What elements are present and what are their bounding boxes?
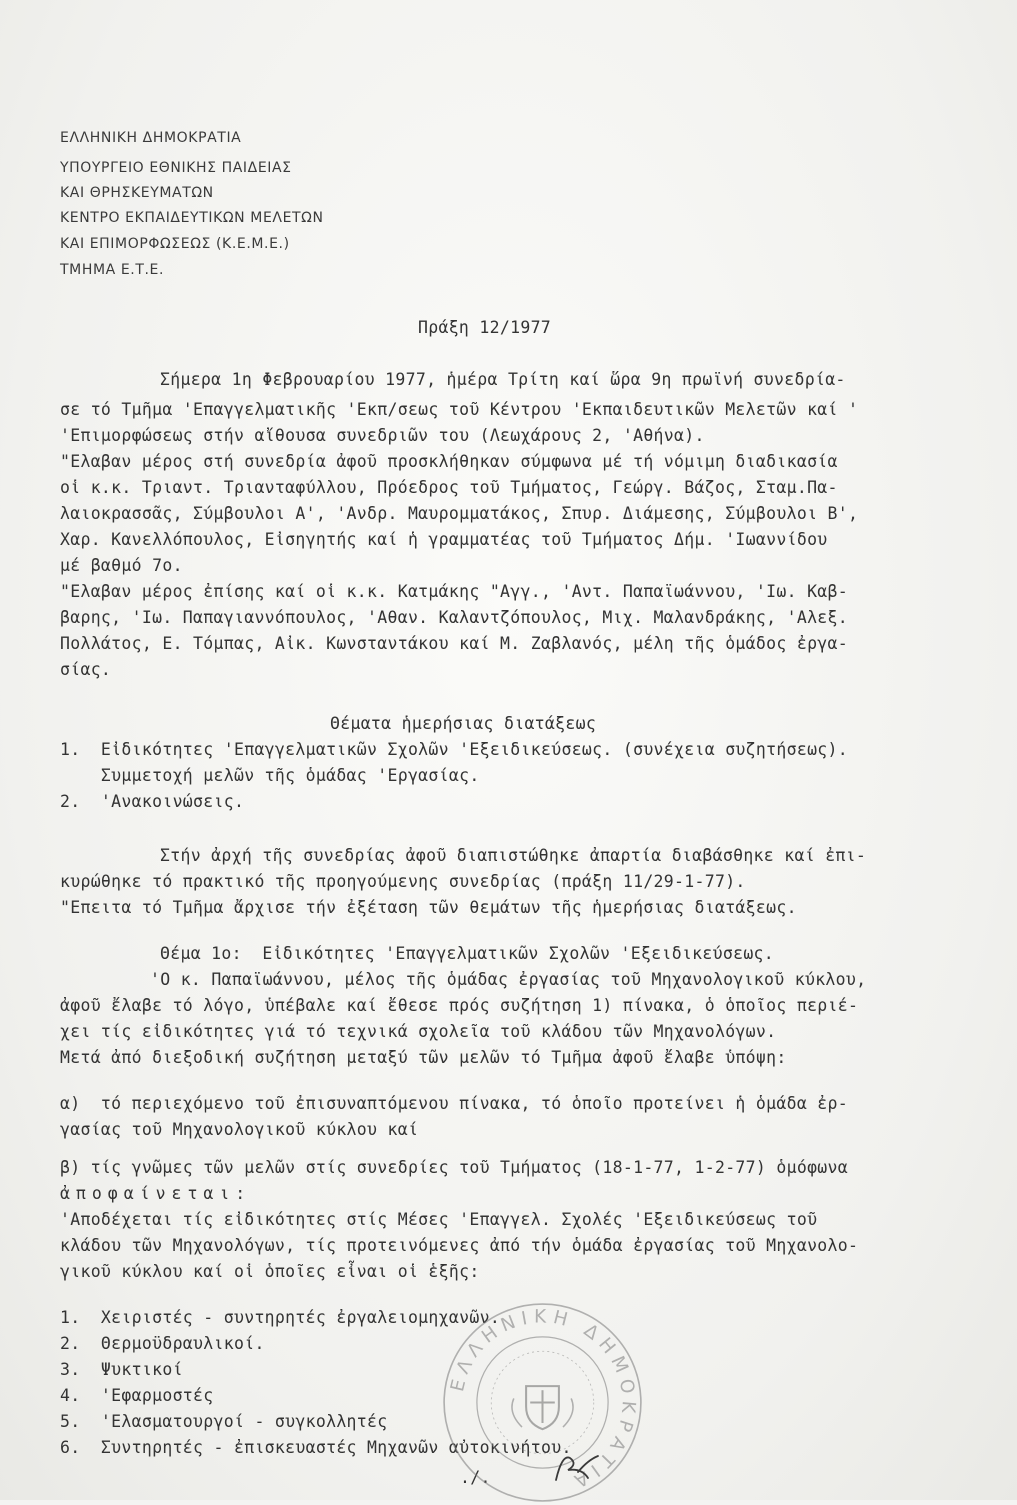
text-line: Μετά ἀπό διεξοδική συζήτηση μεταξύ τῶν μελῶν τό Τμῆμα ἀφοῦ ἔλαβε ὑπόψη: <box>60 1048 787 1067</box>
topic-heading: Θέμα 1ο: Εἰδικότητες 'Επαγγελματικῶν Σχολῶν 'Εξειδικεύσεως. <box>160 944 775 963</box>
header-line: ΕΛΛΗΝΙΚΗ ΔΗΜΟΚΡΑΤΙΑ <box>60 130 242 146</box>
header-line: ΤΜΗΜΑ Ε.Τ.Ε. <box>60 262 165 278</box>
text-line: γασίας τοῦ Μηχανολογικοῦ κύκλου καί <box>60 1120 419 1139</box>
text-line: ἀφοῦ ἔλαβε τό λόγο, ὑπέβαλε καί ἔθεσε πρός συζήτηση 1) πίνακα, ὁ ὁποῖος περιέ- <box>60 996 859 1015</box>
text-line: 'Αποδέχεται τίς εἰδικότητες στίς Μέσες 'Επαγγελ. Σχολές 'Εξειδικεύσεως τοῦ <box>60 1210 818 1229</box>
text-line: χει τίς εἰδικότητες γιά τό τεχνικά σχολεῖα τοῦ κλάδου τῶν Μηχανολόγων. <box>60 1022 777 1041</box>
text-line: γικοῦ κύκλου καί οἱ ὁποῖες εἶναι οἱ ἑξῆς: <box>60 1262 480 1281</box>
agenda-item: 2. 'Ανακοινώσεις. <box>60 792 245 811</box>
text-line: βαρης, 'Ιω. Παπαγιαννόπουλος, 'Αθαν. Καλαντζόπουλος, Μιχ. Μαλανδράκης, 'Αλεξ. <box>60 608 849 627</box>
seal-ring-text: ΕΛΛΗΝΙΚΗ ΔΗΜΟΚΡΑΤΙΑ <box>447 1306 639 1494</box>
text-line: κυρώθηκε τό πρακτικό τῆς προηγούμενης συνεδρίας (πράξη 11/29-1-77). <box>60 872 746 891</box>
specialty-item: 4. 'Εφαρμοστές <box>60 1386 214 1405</box>
agenda-heading: Θέματα ἡμερήσιας διατάξεως <box>330 714 597 733</box>
coat-of-arms-icon <box>512 1386 573 1429</box>
specialty-item: 3. Ψυκτικοί <box>60 1360 183 1379</box>
specialty-item: 1. Χειριστές - συντηρητές ἐργαλειομηχανῶν. <box>60 1308 501 1327</box>
header-line: ΚΕΝΤΡΟ ΕΚΠΑΙΔΕΥΤΙΚΩΝ ΜΕΛΕΤΩΝ <box>60 210 324 226</box>
official-seal <box>440 1300 645 1505</box>
text-line: λαιοκρασσᾶς, Σύμβουλοι Α', 'Ανδρ. Μαυρομματάκος, Σπυρ. Διάμεσης, Σύμβουλοι Β', <box>60 504 859 523</box>
specialty-item: 6. Συντηρητές - ἐπισκευαστές Μηχανῶν αὐτοκινήτου. <box>60 1438 572 1457</box>
header-line: ΚΑΙ ΕΠΙΜΟΡΦΩΣΕΩΣ (Κ.Ε.Μ.Ε.) <box>60 236 290 252</box>
text-line: "Ελαβαν μέρος στή συνεδρία ἀφοῦ προσκλήθηκαν σύμφωνα μέ τή νόμιμη διαδικασία <box>60 452 838 471</box>
text-line: Στήν ἀρχή τῆς συνεδρίας ἀφοῦ διαπιστώθηκε ἀπαρτία διαβάσθηκε καί ἐπι- <box>160 846 867 865</box>
text-line: 'Ο κ. Παπαϊωάννου, μέλος τῆς ὁμάδας ἐργασίας τοῦ Μηχανολογικοῦ κύκλου, <box>150 970 867 989</box>
text-line: σε τό Τμῆμα 'Επαγγελματικῆς 'Εκπ/σεως τοῦ Κέντρου 'Εκπαιδευτικῶν Μελετῶν καί ' <box>60 400 859 419</box>
text-line: Πολλάτος, Ε. Τόμπας, Αἰκ. Κωνσταντάκου καί Μ. Ζαβλανός, μέλη τῆς ὁμάδος ἐργα- <box>60 634 849 653</box>
document-title: Πράξη 12/1977 <box>418 318 552 337</box>
text-line: κλάδου τῶν Μηχανολόγων, τίς προτεινόμενες ἀπό τήν ὁμάδα ἐργασίας τοῦ Μηχανολο- <box>60 1236 859 1255</box>
decision-keyword: ἀποφαίνεται: <box>60 1184 252 1203</box>
text-line: "Επειτα τό Τμῆμα ἄρχισε τήν ἐξέταση τῶν θεμάτων τῆς ἡμερήσιας διατάξεως. <box>60 898 797 917</box>
continuation-mark: ./. <box>460 1468 491 1487</box>
text-line: οἱ κ.κ. Τριαντ. Τριανταφύλλου, Πρόεδρος τοῦ Τμήματος, Γεώργ. Βάζος, Σταμ.Πα- <box>60 478 838 497</box>
text-line: σίας. <box>60 660 112 679</box>
header-line: ΥΠΟΥΡΓΕΙΟ ΕΘΝΙΚΗΣ ΠΑΙΔΕΙΑΣ <box>60 160 292 176</box>
text-line: 'Επιμορφώσεως στήν αἴθουσα συνεδριῶν του (Λεωχάρους 2, 'Αθήνα). <box>60 426 705 445</box>
header-line: ΚΑΙ ΘΡΗΣΚΕΥΜΑΤΩΝ <box>60 185 214 201</box>
text-line: "Ελαβαν μέρος ἐπίσης καί οἱ κ.κ. Κατμάκης "Αγγ., 'Αντ. Παπαϊωάννου, 'Ιω. Καβ- <box>60 582 849 601</box>
handwritten-signature <box>548 1448 608 1488</box>
agenda-item: Συμμετοχή μελῶν τῆς ὁμάδας 'Εργασίας. <box>60 766 480 785</box>
text-line: μέ βαθμό 7ο. <box>60 556 183 575</box>
specialty-item: 2. Θερμοϋδραυλικοί. <box>60 1334 265 1353</box>
specialty-item: 5. 'Ελασματουργοί - συγκολλητές <box>60 1412 388 1431</box>
text-line: Σήμερα 1η Φεβρουαρίου 1977, ἡμέρα Τρίτη καί ὥρα 9η πρωϊνή συνεδρία- <box>160 370 846 389</box>
text-line: Χαρ. Κανελλόπουλος, Εἰσηγητής καί ἡ γραμματέας τοῦ Τμήματος Δήμ. 'Ιωαννίδου <box>60 530 828 549</box>
agenda-item: 1. Εἰδικότητες 'Επαγγελματικῶν Σχολῶν 'Εξειδικεύσεως. (συνέχεια συζητήσεως). <box>60 740 849 759</box>
text-line: α) τό περιεχόμενο τοῦ ἐπισυναπτόμενου πίνακα, τό ὁποῖο προτείνει ἡ ὁμάδα ἐρ- <box>60 1094 849 1113</box>
text-line: β) τίς γνῶμες τῶν μελῶν στίς συνεδρίες τοῦ Τμήματος (18-1-77, 1-2-77) ὁμόφωνα <box>60 1158 849 1177</box>
